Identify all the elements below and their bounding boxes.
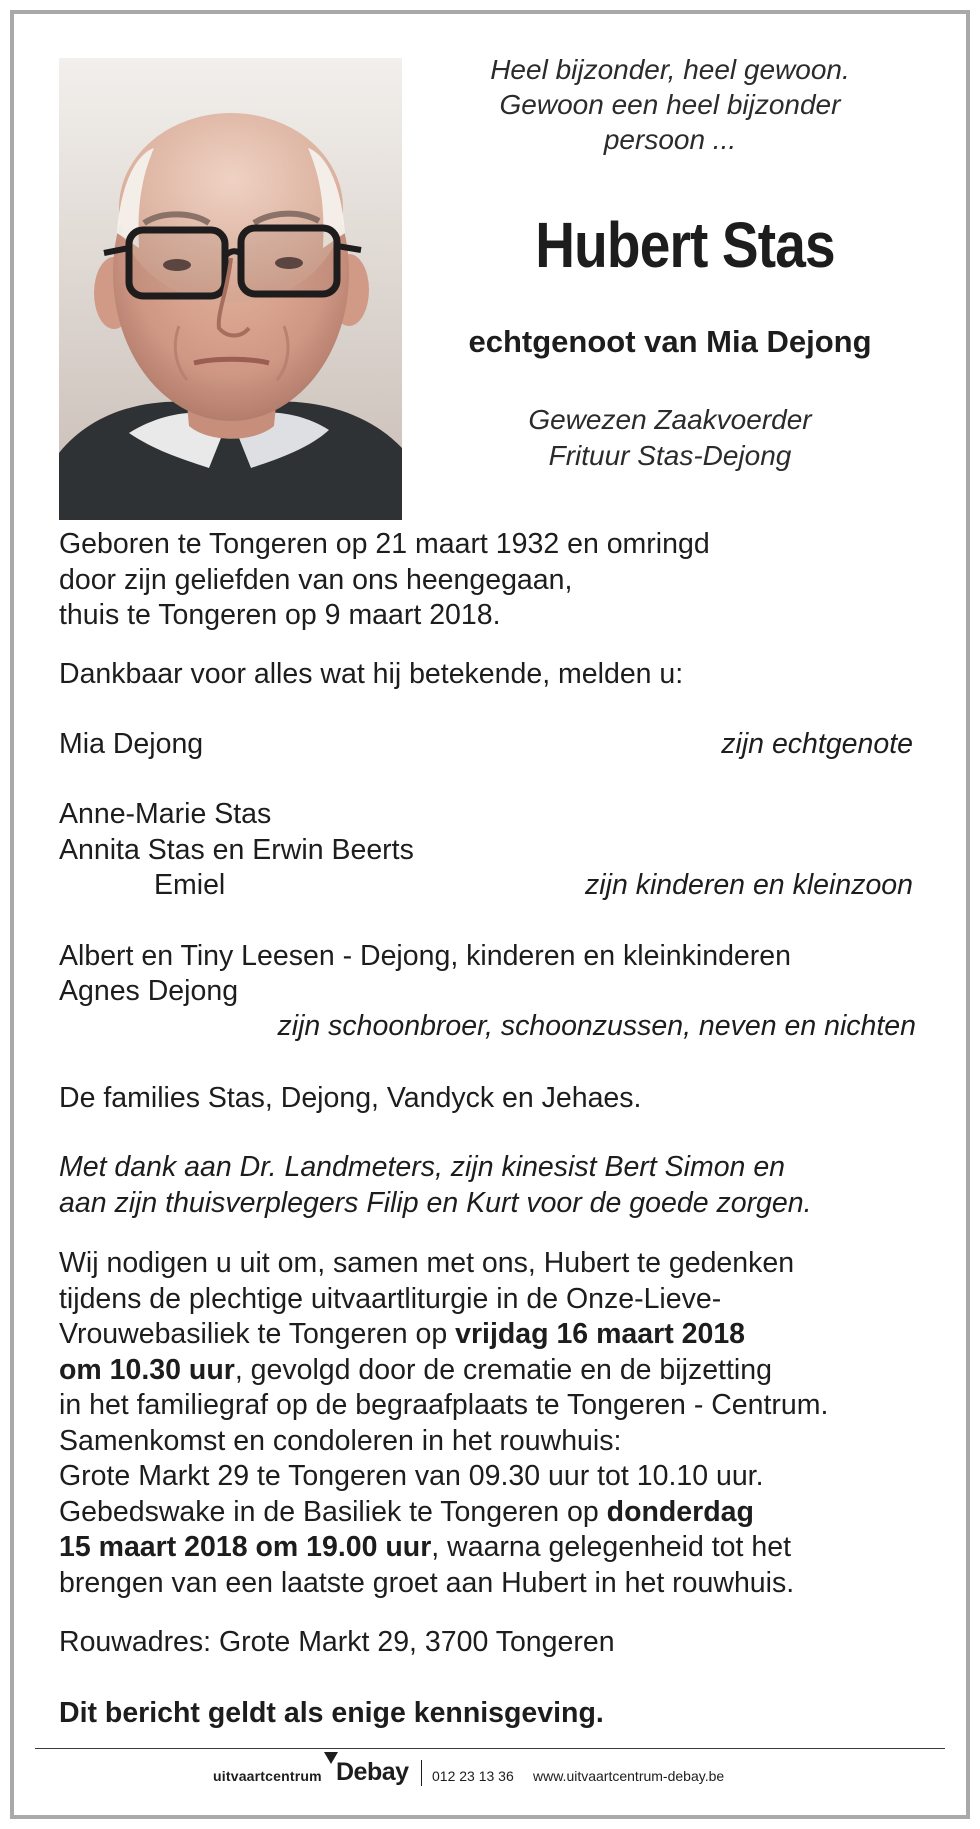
wake-day: donderdag xyxy=(606,1495,754,1528)
wake-datetime: 15 maart 2018 om 19.00 uur xyxy=(59,1531,432,1563)
family-spouse-role: zijn echtgenote xyxy=(721,728,913,760)
footer-phone[interactable]: 012 23 13 36 xyxy=(432,1768,514,1784)
thanks-paragraph xyxy=(59,1150,949,1221)
motto xyxy=(420,52,920,157)
mourning-address: Rouwadres: Grote Markt 29, 3700 Tongeren xyxy=(59,1626,615,1658)
family-inlaw-role: zijn schoonbroer, schoonzussen, neven en nichten xyxy=(277,1010,916,1042)
family-grandchild: Emiel xyxy=(154,869,226,901)
ceremony-line xyxy=(59,1317,964,1353)
ceremony-text: , gevolgd door de crematie en de bijzetting xyxy=(234,1353,772,1386)
career-line: Gewezen Zaakvoerder xyxy=(528,404,812,435)
thanks-line: aan zijn thuisverplegers Filip en Kurt voor de goede zorgen. xyxy=(59,1186,812,1219)
ceremony-line: Wij nodigen u uit om, samen met ons, Hubert te gedenken xyxy=(59,1247,795,1279)
brand-logo: Debay xyxy=(336,1758,409,1786)
ceremony-line xyxy=(59,1353,964,1389)
family-inlaw: Albert en Tiny Leesen - Dejong, kinderen en kleinkinderen xyxy=(59,940,791,972)
ceremony-paragraph xyxy=(59,1246,964,1601)
motto-line: Heel bijzonder, heel gewoon. xyxy=(490,54,850,85)
portrait-illustration xyxy=(59,58,402,520)
ceremony-line: brengen van een laatste groet aan Hubert in het rouwhuis. xyxy=(59,1566,795,1599)
family-child: Anne-Marie Stas xyxy=(59,798,272,830)
birth-line: Geboren te Tongeren op 21 maart 1932 en omringd xyxy=(59,528,710,560)
footer-separator xyxy=(421,1760,422,1786)
funeral-date: vrijdag 16 maart 2018 xyxy=(455,1318,746,1350)
funeral-time: om 10.30 uur xyxy=(59,1353,235,1386)
footer-divider xyxy=(35,1748,945,1749)
spouse-line: echtgenoot van Mia Dejong xyxy=(468,324,872,359)
ceremony-line: in het familiegraf op de begraafplaats te Tongeren - Centrum. xyxy=(59,1389,829,1421)
deceased-name: Hubert Stas xyxy=(535,209,835,281)
ceremony-line xyxy=(59,1530,964,1566)
ceremony-text: Vrouwebasiliek te Tongeren op xyxy=(59,1318,456,1350)
birth-line: door zijn geliefden van ons heengegaan, xyxy=(59,563,573,596)
birth-paragraph xyxy=(59,527,939,634)
family-spouse-name: Mia Dejong xyxy=(59,728,204,760)
ceremony-text: Gebedswake in de Basiliek te Tongeren op xyxy=(59,1495,607,1528)
ceremony-line xyxy=(59,1495,964,1531)
ceremony-line: Samenkomst en condoleren in het rouwhuis: xyxy=(59,1424,622,1457)
brand-small: uitvaartcentrum xyxy=(213,1768,322,1784)
footer-website-link[interactable]: www.uitvaartcentrum-debay.be xyxy=(533,1768,725,1784)
career xyxy=(420,402,920,474)
family-children-role: zijn kinderen en kleinzoon xyxy=(585,869,913,901)
motto-line: persoon ... xyxy=(603,124,737,155)
footer xyxy=(0,1752,980,1792)
career-line: Frituur Stas-Dejong xyxy=(548,440,792,471)
family-child: Annita Stas en Erwin Beerts xyxy=(59,834,414,866)
family-inlaw: Agnes Dejong xyxy=(59,975,239,1007)
ceremony-line: tijdens de plechtige uitvaartliturgie in de Onze-Lieve- xyxy=(59,1282,722,1315)
family-families: De families Stas, Dejong, Vandyck en Jehaes. xyxy=(59,1082,642,1114)
ceremony-text: , waarna gelegenheid tot het xyxy=(431,1531,791,1563)
final-notice: Dit bericht geldt als enige kennisgeving. xyxy=(59,1697,604,1729)
thanks-line: Met dank aan Dr. Landmeters, zijn kinesist Bert Simon en xyxy=(59,1151,786,1183)
ceremony-line: Grote Markt 29 te Tongeren van 09.30 uur tot 10.10 uur. xyxy=(59,1460,764,1492)
motto-line: Gewoon een heel bijzonder xyxy=(499,89,841,120)
portrait-photo xyxy=(59,58,402,520)
birth-line: thuis te Tongeren op 9 maart 2018. xyxy=(59,599,501,631)
announce-line: Dankbaar voor alles wat hij betekende, melden u: xyxy=(59,658,684,690)
